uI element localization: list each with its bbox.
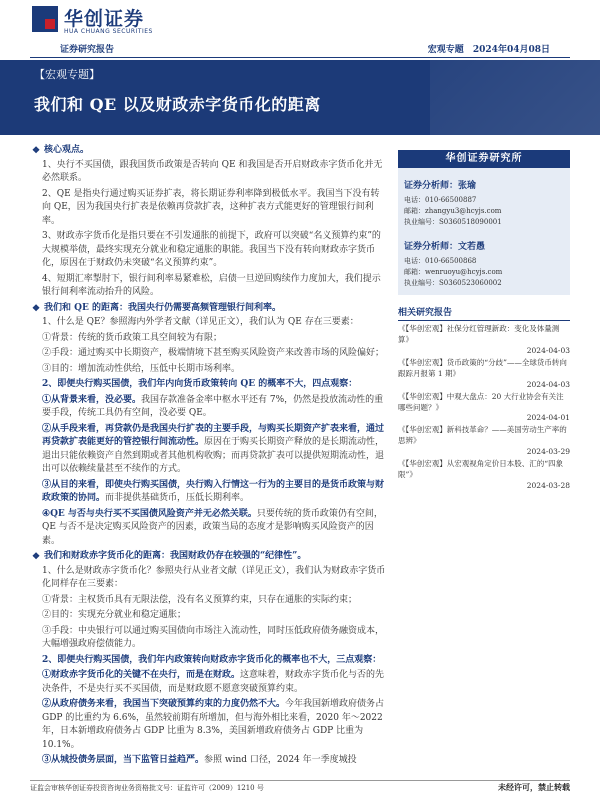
header-divider [30,57,570,58]
paragraph: ②目的：实现充分就业和稳定通胀； [42,610,187,620]
sidebar [398,142,570,490]
paragraph: ②从手段来看，再贷款仍是我国央行扩表的主要手段，与购买长期资产扩表来看，通过再贷款扩表能更好的管控银行间流动性。原因在于购买长期资产释放的是长期流动性，退出只能依赖资产自然到期或者其他机构收购；而再贷款扩表可以提供短期流动性，退出可以依赖续量甚至不续作的方式。 [42,423,385,474]
section-heading: ❖ 我们和 QE 的距离：我国央行仍需要高频管理银行间利率。 [30,302,386,316]
section-heading: ❖ 核心观点。 [30,144,386,158]
paragraph: ①从背景来看，没必要。我国存款准备金率中枢水平还有 7%，仍然是投放流动性的重要手段，传统工具仍有空间，没必要 QE。 [42,394,384,418]
analyst-box [398,168,570,295]
paragraph: ④QE 与否与央行买不买国债风险资产并无必然关联。只要传统的货币政策仍有空间，QE 与否不是决定购买风险资产的因素，政策当局的态度才是影响购买风险资产的因素。 [42,508,383,546]
related-report-date: 2024-04-03 [526,379,570,389]
analyst-cert: 执业编号：S0360518090001 [404,218,502,227]
footer-warning: 未经许可，禁止转载 [498,782,570,792]
research-institute-header: 华创证券研究所 [398,150,570,168]
paragraph: ②从政府债务来看，我国当下突破预算约束的力度仍然不大。今年我国新增政府债务占 GDP 的比重约为 6.6%，虽然较前期有所增加，但与海外相比来看，2020 年～2022 年，日本新增政府债务占 GDP 比重为 8.3%，美国新增政府债务占 GDP 比重为 10.1%。 [42,699,385,750]
related-reports-list [398,324,570,490]
analyst-name: 证券分析师：文若愚 [404,241,486,252]
related-report-link[interactable]: 《【华创宏观】新科技革命？——美国劳动生产率的思辨》 [398,425,567,446]
related-report-date: 2024-04-03 [526,345,570,355]
paragraph: ①财政赤字货币化的关键不在央行，而是在财政。这意味着，财政赤字货币化与否的先决条件，不是央行买不买国债，而是财政愿不愿意突破预算约束。 [42,670,385,694]
related-report-date: 2024-03-29 [526,447,570,457]
analyst-card [398,229,570,296]
related-reports-heading: 相关研究报告 [398,305,570,321]
title-banner [0,60,600,135]
logo-english-name: HUA CHUANG SECURITIES [64,28,153,35]
analyst-email[interactable]: 邮箱：zhangyu3@hcyjs.com [404,207,502,216]
paragraph: 1、什么是财政赤字货币化？参照央行从业者文献（详见正文），我们认为财政赤字货币化同样存在三要素： [42,565,386,589]
related-report-link[interactable]: 《【华创宏观】从宏观视角定价日本股、汇的“四象限”》 [398,459,564,479]
paragraph: ②手段：通过购买中长期资产，极端情境下甚至购买风险资产来改善市场的风险偏好； [42,348,385,358]
related-report-date: 2024-03-28 [526,480,570,490]
related-report-link[interactable]: 《【华创宏观】货币政策的“分歧”——全球货币转向跟踪月报第 1 期》 [398,357,567,378]
core-points [30,159,386,300]
analyst-card [398,168,570,229]
footer-divider [30,780,570,781]
report-category: 宏观专题 [427,45,464,55]
section-heading: ❖ 我们和财政赤字货币化的距离：我国财政仍存在较强的“纪律性”。 [30,550,386,564]
diamond-bullet-icon: ❖ [32,303,41,314]
banner-tag: 【宏观专题】 [34,68,100,81]
paragraph: 2、QE 是指央行通过购买证券扩表，将长期证券利率降到极低水平。我国当下没有转向 QE，因为我国央行扩表是依赖再贷款扩表，这种扩表方式能更好的管理银行间利率。 [42,188,380,226]
diamond-bullet-icon: ❖ [32,146,41,156]
qe-section [30,316,386,548]
logo-name: 华创证券 [64,8,145,30]
logo-mark-icon [32,6,58,32]
related-report-date: 2024-04-01 [526,413,570,423]
analyst-cert: 执业编号：S0360523060002 [404,278,502,287]
paragraph: 4、短期汇率掣肘下，银行间利率易紧难松，启债一旦逆回购续作力度加大，我们提示银行间利率流动抬升的风险。 [42,273,381,297]
main-content [30,142,386,770]
related-report-link[interactable]: 《【华创宏观】中观大盘点：20 大行业协会有关注哪些问题？》 [398,391,564,412]
paragraph: ①背景：主权货币具有无限法偿，没有名义预算约束，只存在通胀的实际约束； [42,594,358,605]
footer-license: 证监会审核华创证券投资咨询业务资格批文号：证监许可（2009）1210 号 [30,784,264,792]
analyst-phone: 电话：010-66500887 [404,196,477,204]
report-type: 证券研究报告 [60,45,115,55]
paragraph: ③目的：增加流动性供给，压低中长期市场利率。 [42,363,241,374]
diamond-bullet-icon: ❖ [32,552,41,562]
analyst-email[interactable]: 邮箱：wenruoyu@hcyjs.com [404,267,503,276]
fiscal-section [30,565,386,768]
report-title: 我们和 QE 以及财政赤字货币化的距离 [34,95,321,114]
paragraph: 1、央行不买国债，跟我国货币政策是否转向 QE 和我国是否开启财政赤字货币化并无必然联系。 [42,159,383,183]
paragraph: 2、即便央行购买国债，我们年内向货币政策转向 QE 的概率不大，四点观察： [42,379,358,389]
analyst-name: 证券分析师：张瑜 [404,181,477,191]
company-logo [32,4,172,44]
report-date: 2024年04月08日 [472,45,550,55]
paragraph: 2、即便央行购买国债，我们年内政策转向财政赤字货币化的概率也不大，三点观察： [42,654,382,665]
paragraph: ③手段：中央银行可以通过购买国债向市场注入流动性，同时压低政府债务融资成本，大幅增强政府偿债能力。 [42,625,385,649]
related-report-link[interactable]: 《【华创宏观】社保分红管理新政：变化及体量测算》 [398,324,560,344]
page-header [0,0,600,60]
paragraph: ③从城投债务层面，当下监管日益趋严。参照 wind 口径，2024 年一季度城投 [42,755,357,765]
paragraph: ①背景：传统的货币政策工具空间较为有限； [42,332,223,343]
paragraph: ③从目的来看，即使央行购买国债，央行购入行情这一行为的主要目的是货币政策与财政政策的协同。而非提供基础货币，压低长期利率。 [42,479,385,503]
header-meta [422,42,550,55]
analyst-phone: 电话：010-66500868 [404,256,477,265]
paragraph: 1、什么是 QE？参照海内外学者文献（详见正文），我们认为 QE 存在三要素： [42,317,359,327]
paragraph: 3、财政赤字货币化是指只要在不引发通胀的前提下，政府可以突破“名义预算约束”的大规模举债，最终实现充分就业和稳定通胀的职能。我国当下没有转向财政赤字货币化，原因在于财政仍未突破“名义预算约束”。 [42,231,381,268]
